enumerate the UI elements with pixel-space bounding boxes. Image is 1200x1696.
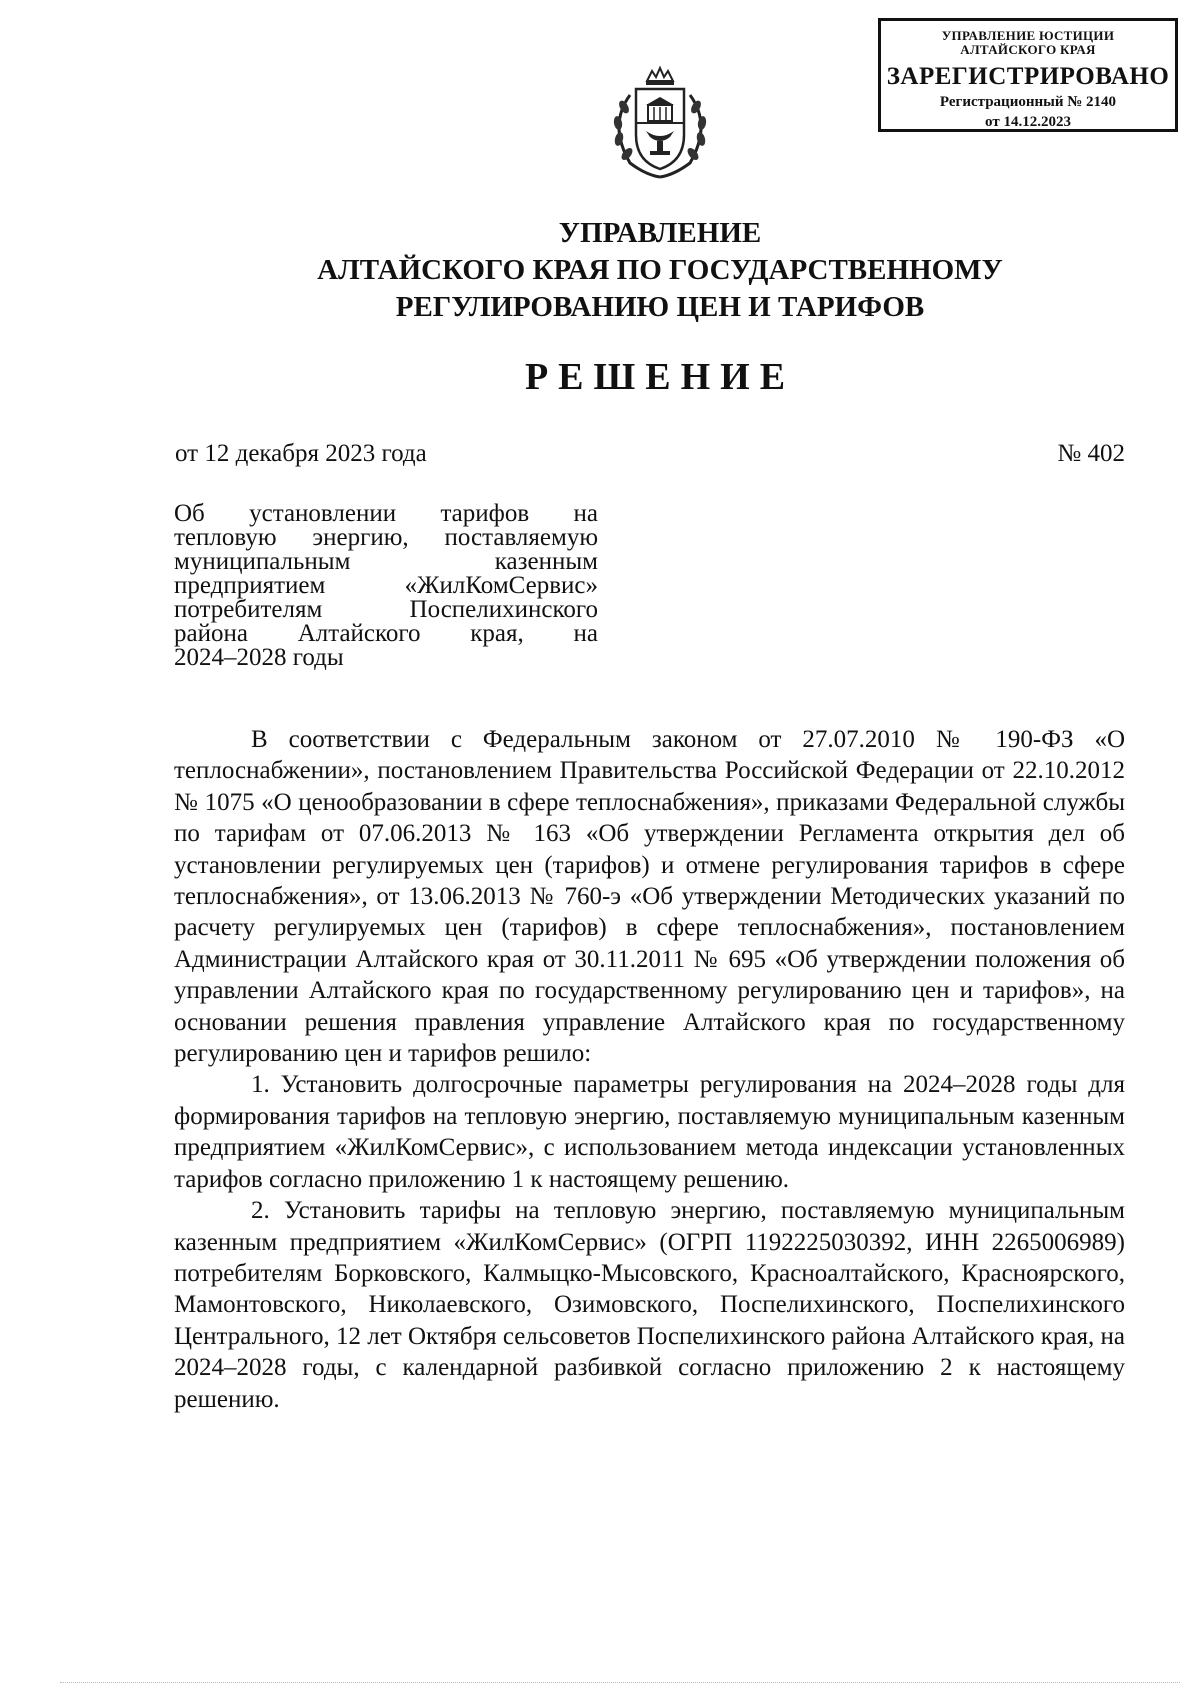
registration-stamp	[878, 18, 1178, 132]
authority-name-line-3: РЕГУЛИРОВАНИЮ ЦЕН И ТАРИФОВ	[395, 291, 925, 323]
scan-edge-divider	[60, 1682, 1180, 1683]
stamp-status: ЗАРЕГИСТРИРОВАНО	[886, 63, 1170, 90]
document-type: РЕШЕНИЕ	[524, 356, 796, 398]
subject-line: Об установлении тарифов на	[174, 500, 598, 527]
stamp-organization	[881, 29, 1175, 57]
subject-line: предприятием «ЖилКомСервис»	[174, 572, 598, 599]
document-date: от 12 декабря 2023 года	[175, 440, 427, 467]
stamp-org-line-1: УПРАВЛЕНИЕ ЮСТИЦИИ	[941, 28, 1115, 43]
document-number: № 402	[1057, 440, 1125, 467]
altai-krai-coat-of-arms-icon	[600, 65, 720, 183]
stamp-reg-date: от 14.12.2023	[985, 114, 1071, 130]
document-subject	[174, 502, 598, 670]
stamp-reg-number: Регистрационный № 2140	[939, 94, 1117, 110]
stamp-org-line-2: АЛТАЙСКОГО КРАЯ	[960, 42, 1096, 57]
subject-line: тепловую энергию, поставляемую	[174, 524, 598, 551]
subject-line: 2024–2028 годы	[174, 644, 344, 671]
subject-line: района Алтайского края, на	[174, 620, 598, 647]
clause-1-paragraph: 1. Установить долгосрочные параметры регулирования на 2024–2028 годы для формирования тарифов на тепловую энергию, поставляемую муниципальным казенным предприятием «ЖилКомСервис», с использованием метода индексации установленных тарифов согласно приложению 1 к настоящему решению.	[174, 1071, 1125, 1193]
authority-name-line-2: АЛТАЙСКОГО КРАЯ ПО ГОСУДАРСТВЕННОМУ	[317, 254, 1003, 286]
document-body	[174, 724, 1125, 1415]
subject-line: потребителям Поспелихинского	[174, 596, 598, 623]
clause-2-paragraph: 2. Установить тарифы на тепловую энергию, поставляемую муниципальным казенным предприятием «ЖилКомСервис» (ОГРП 1192225030392, ИНН 2265006989) потребителям Борковского, Калмыцко-Мысовского, Красноалтайского, Красноярского, Мамонтовского, Николаевского, Озимовского, Поспелихинского, Поспелихинского Центрального, 12 лет Октября сельсоветов Поспелихинского района Алтайского края, на 2024–2028 годы, с календарной разбивкой согласно приложению 2 к настоящему решению.	[174, 1197, 1125, 1413]
subject-line: муниципальным казенным	[174, 548, 598, 575]
authority-name	[200, 215, 1120, 326]
preamble-paragraph: В соответствии с Федеральным законом от 27.07.2010 № 190-ФЗ «О теплоснабжении», постановлением Правительства Российской Федерации от 22.10.2012 № 1075 «О ценообразовании в сфере теплоснабжения», приказами Федеральной службы по тарифам от 07.06.2013 № 163 «Об утверждении Регламента открытия дел об установлении регулируемых цен (тарифов) и отмене регулирования тарифов в сфере теплоснабжения», от 13.06.2013 № 760-э «Об утверждении Методических указаний по расчету регулируемых цен (тарифов) в сфере теплоснабжения», постановлением Администрации Алтайского края от 30.11.2011 № 695 «Об утверждении положения об управлении Алтайского края по государственному регулированию цен и тарифов», на основании решения правления управление Алтайского края по государственному регулированию цен и тарифов решило:	[174, 726, 1125, 1068]
authority-name-line-1: УПРАВЛЕНИЕ	[558, 217, 762, 249]
